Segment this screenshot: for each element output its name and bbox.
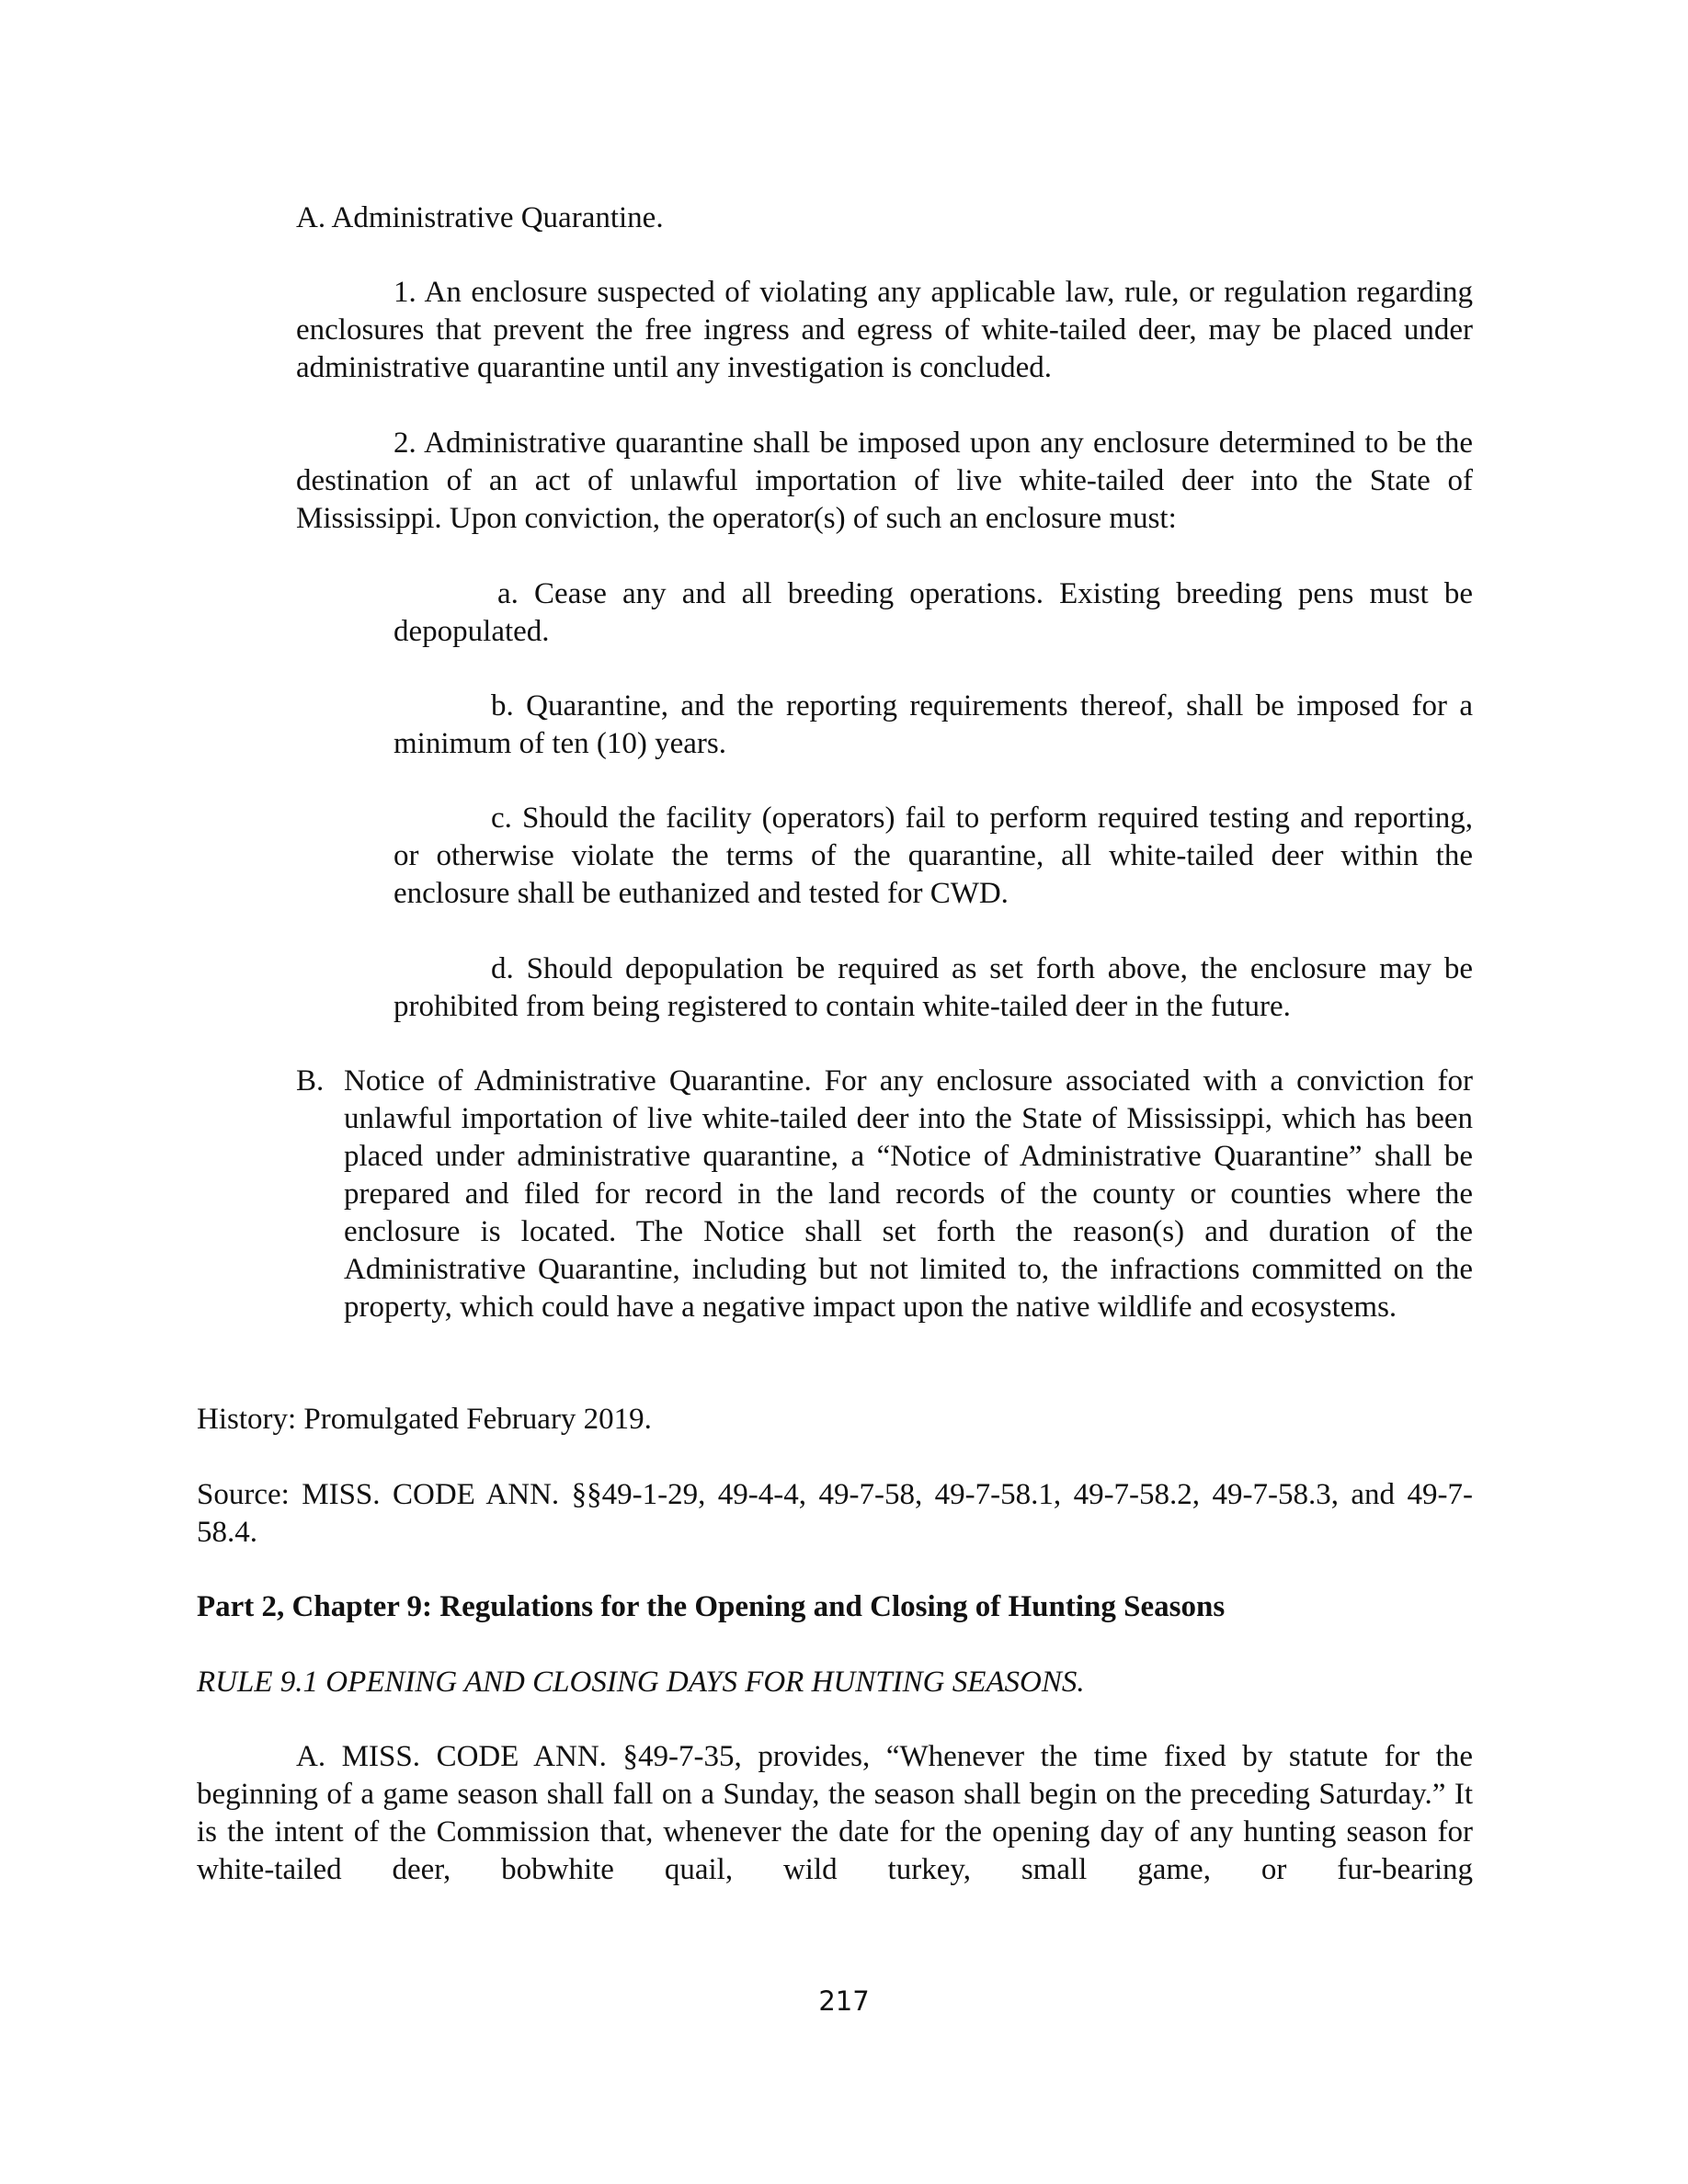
- subitem-d: d. Should depopulation be required as set forth above, the enclosure may be prohibited from being registered to contain white-tailed deer in the future.: [393, 952, 1473, 1023]
- page-number: 217: [818, 1985, 870, 2017]
- section-a-item-1: 1. An enclosure suspected of violating any applicable law, rule, or regulation regarding enclosures that prevent the free ingress and egress of white-tailed deer, may be placed under administrative quarantine until any investigation is concluded.: [296, 276, 1473, 384]
- source-note: Source: MISS. CODE ANN. §§49-1-29, 49-4-4, 49-7-58, 49-7-58.1, 49-7-58.2, 49-7-58.3, and 49-7-58.4.: [197, 1478, 1473, 1549]
- subitem-c: c. Should the facility (operators) fail to perform required testing and reporting, or otherwise violate the terms of the quarantine, all white-tailed deer within the enclosure shall be euthanized and tested for CWD.: [393, 802, 1473, 910]
- part-chapter-heading: Part 2, Chapter 9: Regulations for the Opening and Closing of Hunting Seasons: [197, 1590, 1226, 1623]
- subitem-a: a. Cease any and all breeding operations. Existing breeding pens must be depopulated.: [393, 577, 1473, 648]
- section-a-item-2: 2. Administrative quarantine shall be imposed upon any enclosure determined to be the destination of an act of unlawful importation of live white-tailed deer into the State of Mississippi. Upon conviction, the operator(s) of such an enclosure must:: [296, 427, 1473, 535]
- subitem-b: b. Quarantine, and the reporting requirements thereof, shall be imposed for a minimum of ten (10) years.: [393, 689, 1473, 760]
- rule-paragraph: A. MISS. CODE ANN. §49-7-35, provides, “Whenever the time fixed by statute for the beginning of a game season shall fall on a Sunday, the season shall begin on the preceding Saturday.” It is the intent of the Commission that, whenever the date for the opening day of any hunting season for white-tailed deer, bobwhite quail, wild turkey, small game, or fur-bearing: [197, 1740, 1473, 1886]
- section-a-heading: A. Administrative Quarantine.: [296, 201, 664, 234]
- history-note: History: Promulgated February 2019.: [197, 1403, 652, 1436]
- section-b-text: Notice of Administrative Quarantine. For any enclosure associated with a conviction for unlawful importation of live white-tailed deer into the State of Mississippi, which has been placed under administrative quarantine, a “Notice of Administrative Quarantine” shall be prepared and filed for record in the land records of the county or counties where the enclosure is located. The Notice shall set forth the reason(s) and duration of the Administrative Quarantine, including but not limited to, the infractions committed on the property, which could have a negative impact upon the native wildlife and ecosystems.: [344, 1064, 1473, 1324]
- rule-heading: RULE 9.1 OPENING AND CLOSING DAYS FOR HUNTING SEASONS.: [197, 1666, 1085, 1699]
- section-b: [296, 1063, 1473, 1364]
- section-b-marker: B.: [296, 1064, 325, 1098]
